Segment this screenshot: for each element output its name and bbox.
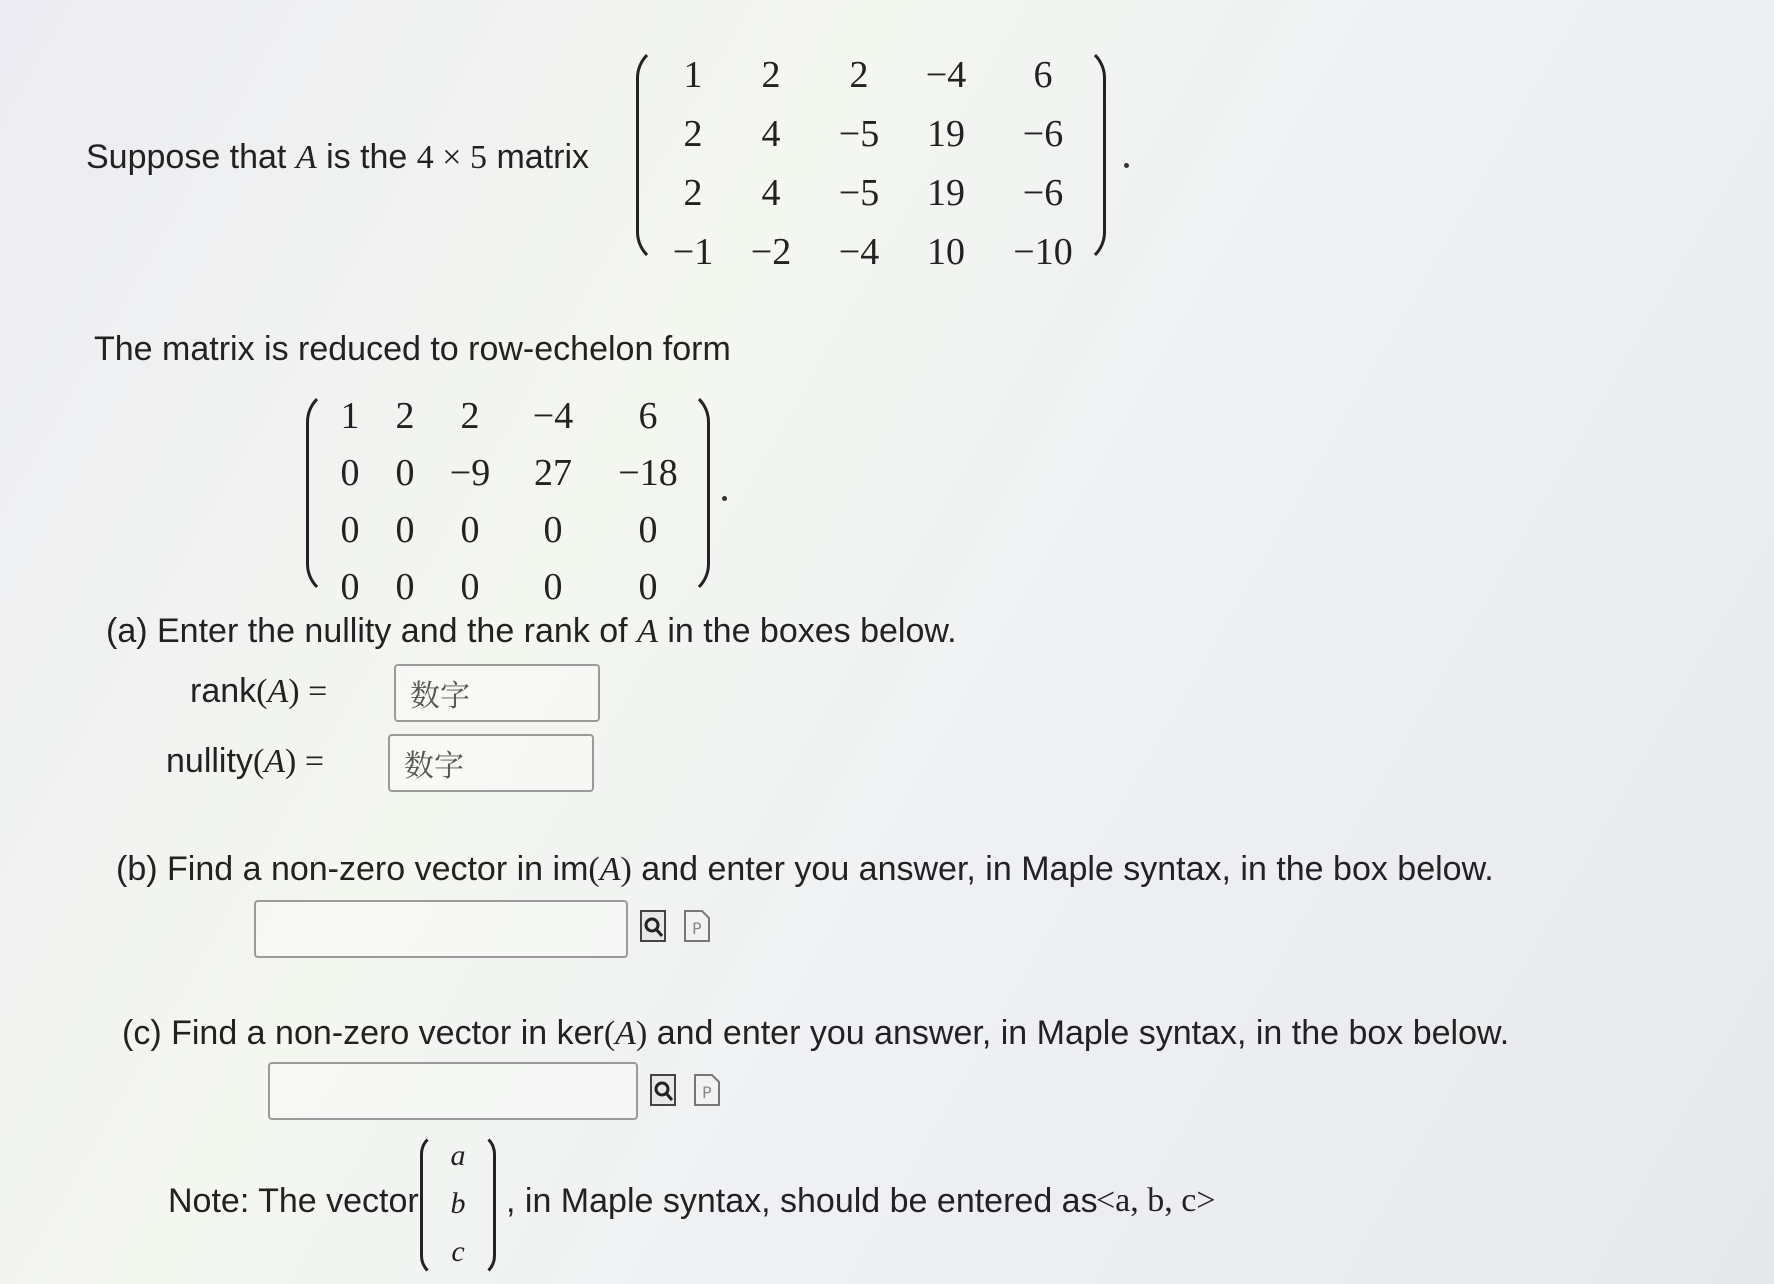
matrix-a-entry: −6 [1022,172,1064,214]
intro-suffix: matrix [496,138,589,176]
maple-help-icon[interactable] [684,910,710,942]
rank-label: rank(A) = [190,672,328,710]
im-answer-input[interactable] [254,900,628,958]
matrix-ref-entry: 0 [460,509,480,551]
note-vector-entry: c [451,1235,465,1268]
matrix-ref-entry: 0 [340,566,360,608]
part-a-suffix: in the boxes below. [667,612,957,650]
intro-mid: is the [326,138,408,176]
note-vector-entry: b [450,1187,466,1220]
rank-var: A [267,673,289,710]
svg-text:P: P [702,1083,712,1102]
matrix-a-grid [658,46,1098,282]
matrix-ref-entry: 0 [340,509,360,551]
maple-help-icon[interactable] [694,1074,720,1106]
nullity-label-text: nullity [166,742,253,780]
matrix-ref-entry: 0 [395,452,415,494]
matrix-a-entry: −5 [838,113,880,155]
matrix-ref-entry: −4 [532,395,574,437]
matrix-ref-entry: 0 [395,509,415,551]
matrix-ref-entry: 0 [543,509,563,551]
matrix-a-entry: 10 [927,231,965,273]
matrix-a-entry: −10 [1013,231,1073,273]
preview-icon[interactable] [650,1074,676,1106]
matrix-ref-entry: 1 [340,395,360,437]
ker-answer-input[interactable] [268,1062,638,1120]
svg-text:P: P [692,919,702,938]
matrix-ref-entry: 0 [543,566,563,608]
matrix-a-entry: 19 [927,172,965,214]
matrix-a-entry: 2 [849,54,869,96]
matrix-a [636,44,1106,273]
intro-text [86,138,589,177]
matrix-a-entry: −6 [1022,113,1064,155]
matrix-ref-entry: 2 [460,395,480,437]
matrix-a-entry: 2 [761,54,781,96]
matrix-ref-entry: 0 [395,566,415,608]
ref-intro-text: The matrix is reduced to row-echelon form [94,330,731,368]
intro-prefix: Suppose that [86,138,287,176]
matrix-ref-entry: 0 [340,452,360,494]
note-suffix: , in Maple syntax, should be entered as [506,1182,1098,1220]
part-c-prefix: (c) Find a non-zero vector in ker [122,1014,604,1052]
part-b-var: A [599,851,621,888]
matrix-a-entry: −4 [925,54,967,96]
matrix-a-entry: 2 [683,172,703,214]
preview-icon[interactable] [640,910,666,942]
matrix-a-entry: −5 [838,172,880,214]
matrix-a-entry: −2 [750,231,792,273]
note-vector-entry: a [450,1139,466,1172]
matrix-ref-entry: 6 [638,395,658,437]
part-a-var: A [637,613,658,650]
part-b-prefix: (b) Find a non-zero vector in im [116,850,589,888]
matrix-a-entry: 1 [683,54,703,96]
matrix-a-entry: −4 [838,231,880,273]
nullity-input[interactable]: 数字 [388,734,594,792]
matrix-ref-period [722,496,727,501]
matrix-ref-entry: 0 [638,566,658,608]
part-c-suffix: and enter you answer, in Maple syntax, in the box below. [656,1014,1510,1052]
matrix-a-entry: 4 [761,113,781,155]
part-c-text: (c) Find a non-zero vector in ker(A) and enter you answer, in Maple syntax, in the box below. [122,1014,1510,1052]
matrix-a-entry: 2 [683,113,703,155]
part-c-var: A [615,1015,636,1052]
matrix-a-entry: 6 [1033,54,1053,96]
matrix-a-period [1124,163,1129,168]
matrix-ref-entry: 0 [460,566,480,608]
matrix-ref-entry: −18 [618,452,678,494]
rank-input[interactable]: 数字 [394,664,600,722]
nullity-label: nullity(A) = [166,742,325,780]
matrix-ref-grid [322,388,698,616]
note-prefix: Note: The vector [168,1182,419,1220]
intro-dims: 4 × 5 [416,139,487,176]
nullity-var: A [264,743,286,780]
part-b-text: (b) Find a non-zero vector in im(A) and enter you answer, in Maple syntax, in the box below. [116,850,1494,888]
part-a-prefix: (a) Enter the nullity and the rank of [106,612,628,650]
note-vector [420,1132,496,1278]
matrix-ref [306,388,710,608]
matrix-ref-entry: −9 [449,452,491,494]
note-syntax: <a, b, c> [1096,1182,1216,1219]
note-vector-grid [438,1132,478,1276]
matrix-ref-entry: 27 [534,452,572,494]
matrix-ref-entry: 0 [638,509,658,551]
matrix-a-entry: 19 [927,113,965,155]
matrix-ref-entry: 2 [395,395,415,437]
part-b-suffix: and enter you answer, in Maple syntax, in the box below. [641,850,1494,888]
rank-label-text: rank [190,672,257,710]
part-a-text [106,612,957,651]
matrix-a-entry: −1 [672,231,714,273]
matrix-a-entry: 4 [761,172,781,214]
intro-var: A [295,139,317,176]
